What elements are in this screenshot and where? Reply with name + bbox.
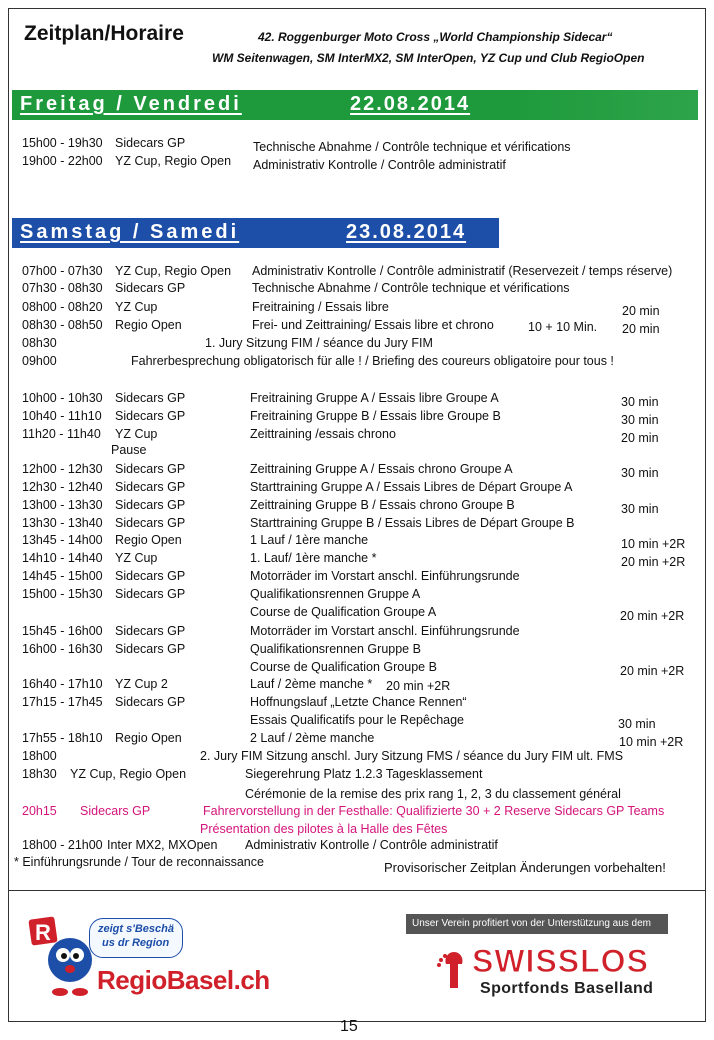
saturday-row-time: 08h00 - 08h20	[22, 300, 103, 314]
saturday-row-duration: 30 min	[621, 502, 659, 516]
saturday-row-time: 18h00	[22, 749, 57, 763]
saturday-row-time: 10h00 - 10h30	[22, 391, 103, 405]
saturday-row-class: Sidecars GP	[115, 480, 186, 494]
event-title: 42. Roggenburger Moto Cross „World Championship Sidecar“	[258, 30, 613, 44]
saturday-row-desc: Qualifikationsrennen Gruppe A	[250, 587, 421, 601]
saturday-row-class: Sidecars GP	[115, 569, 186, 583]
saturday-row-class: YZ Cup, Regio Open	[70, 767, 187, 781]
saturday-row-desc: Course de Qualification Groupe A	[250, 605, 437, 619]
saturday-row-duration: 30 min	[621, 413, 659, 427]
regio-name: RegioBasel.ch	[97, 965, 270, 995]
saturday-row-desc: 1 Lauf / 1ère manche	[250, 533, 369, 547]
saturday-row-desc: Starttraining Gruppe A / Essais Libres de Départ Groupe A	[250, 480, 573, 494]
saturday-row-duration: 30 min	[618, 717, 656, 731]
saturday-row-duration: 30 min	[621, 466, 659, 480]
saturday-row-desc: Hoffnungslauf „Letzte Chance Rennen“	[250, 695, 467, 709]
saturday-row-time: 07h30 - 08h30	[22, 281, 103, 295]
saturday-row-class: YZ Cup	[115, 300, 158, 314]
saturday-row-desc: Freitraining / Essais libre	[252, 300, 389, 314]
saturday-row-time: 12h00 - 12h30	[22, 462, 103, 476]
saturday-row-time: 15h45 - 16h00	[22, 624, 103, 638]
friday-banner	[12, 90, 698, 120]
saturday-row-desc: Motorräder im Vorstart anschl. Einführungsrunde	[250, 624, 520, 638]
saturday-row-desc: Administrativ Kontrolle / Contrôle administratif (Reservezeit / temps réserve)	[252, 264, 673, 278]
swisslos-name: SWISSLOS	[472, 943, 649, 978]
saturday-row-extra: 20 min +2R	[386, 679, 451, 693]
saturday-row-desc: Frei- und Zeittraining/ Essais libre et chrono	[252, 318, 494, 332]
saturday-row-class: YZ Cup	[115, 427, 158, 441]
saturday-row-desc: Zeittraining Gruppe B / Essais chrono Groupe B	[250, 498, 515, 512]
friday-date: 22.08.2014	[350, 93, 471, 115]
saturday-row-time: 08h30	[22, 336, 57, 350]
friday-row-time: 15h00 - 19h30	[22, 136, 103, 150]
saturday-row-desc: Freitraining Gruppe A / Essais libre Groupe A	[250, 391, 499, 405]
saturday-label: Samstag / Samedi	[20, 221, 240, 243]
saturday-row-desc: Siegerehrung Platz 1.2.3 Tagesklassement	[245, 767, 483, 781]
saturday-row-desc: Starttraining Gruppe B / Essais Libres de Départ Groupe B	[250, 516, 575, 530]
saturday-row-class: Sidecars GP	[115, 391, 186, 405]
saturday-row-duration: 20 min	[622, 322, 660, 336]
saturday-row-time: 17h15 - 17h45	[22, 695, 103, 709]
saturday-row-time: 08h30 - 08h50	[22, 318, 103, 332]
saturday-row-extra: 10 + 10 Min.	[528, 320, 598, 334]
saturday-row-class: Sidecars GP	[115, 624, 186, 638]
saturday-row-desc: 2. Jury FIM Sitzung anschl. Jury Sitzung FMS / séance du Jury FIM ult. FMS	[200, 749, 624, 763]
saturday-row-class: Regio Open	[115, 318, 182, 332]
friday-row-desc: Technische Abnahme / Contrôle technique et vérifications	[253, 140, 571, 154]
saturday-row-desc: 1. Lauf/ 1ère manche *	[250, 551, 377, 565]
saturday-row-desc: Administrativ Kontrolle / Contrôle administratif	[245, 838, 498, 852]
saturday-row-class: Sidecars GP	[80, 804, 151, 818]
saturday-row-desc: Qualifikationsrennen Gruppe B	[250, 642, 421, 656]
saturday-row-time: 12h30 - 12h40	[22, 480, 103, 494]
regio-bubble-line2: us dr Region	[102, 937, 170, 949]
saturday-row-time: 14h10 - 14h40	[22, 551, 103, 565]
regio-bubble-line1: zeigt s'Beschä	[98, 923, 174, 935]
divider	[8, 890, 706, 891]
friday-row-desc: Administrativ Kontrolle / Contrôle administratif	[253, 158, 506, 172]
saturday-row-time: 11h20 - 11h40	[22, 427, 101, 441]
saturday-row-desc: 1. Jury Sitzung FIM / séance du Jury FIM	[205, 336, 433, 350]
saturday-row-desc: Essais Qualificatifs pour le Repêchage	[250, 713, 465, 727]
saturday-row-class: Regio Open	[115, 533, 182, 547]
friday-row-class: Sidecars GP	[115, 136, 186, 150]
saturday-row-duration: 20 min	[622, 304, 660, 318]
regio-badge-letter: R	[35, 920, 51, 945]
saturday-row-class: YZ Cup 2	[115, 677, 168, 691]
friday-label: Freitag / Vendredi	[20, 93, 242, 115]
friday-row-class: YZ Cup, Regio Open	[115, 154, 232, 168]
saturday-row-duration: 20 min	[621, 431, 659, 445]
saturday-row-class: Sidecars GP	[115, 642, 186, 656]
saturday-row-class: Sidecars GP	[115, 498, 186, 512]
saturday-row-class: Regio Open	[115, 731, 182, 745]
event-classes: WM Seitenwagen, SM InterMX2, SM InterOpen, YZ Cup und Club RegioOpen	[212, 51, 645, 65]
saturday-row-desc: Zeittraining /essais chrono	[250, 427, 396, 441]
footnote: * Einführungsrunde / Tour de reconnaissance	[14, 855, 264, 869]
saturday-row-class: Sidecars GP	[115, 409, 186, 423]
saturday-row-time: 10h40 - 11h10	[22, 409, 102, 423]
friday-row-time: 19h00 - 22h00	[22, 154, 103, 168]
saturday-row-class: YZ Cup	[115, 551, 158, 565]
saturday-row-duration: 10 min +2R	[619, 735, 684, 749]
saturday-row-desc: Zeittraining Gruppe A / Essais chrono Groupe A	[250, 462, 513, 476]
saturday-row-time: 16h40 - 17h10	[22, 677, 103, 691]
saturday-row-desc: Technische Abnahme / Contrôle technique et vérifications	[252, 281, 570, 295]
saturday-row-time: 07h00 - 07h30	[22, 264, 103, 278]
saturday-row-desc: 2 Lauf / 2ème manche	[250, 731, 375, 745]
saturday-row-desc: Motorräder im Vorstart anschl. Einführungsrunde	[250, 569, 520, 583]
saturday-row-time: 09h00	[22, 354, 57, 368]
saturday-row-class: Pause	[111, 443, 147, 457]
schedule-notice: Provisorischer Zeitplan Änderungen vorbehalten!	[384, 860, 666, 875]
saturday-row-duration: 20 min +2R	[620, 664, 685, 678]
saturday-row-class: Sidecars GP	[115, 281, 186, 295]
saturday-row-time: 15h00 - 15h30	[22, 587, 103, 601]
swisslos-subtitle: Sportfonds Baselland	[480, 980, 654, 997]
baselland-staff-icon	[436, 950, 472, 990]
saturday-row-duration: 10 min +2R	[621, 537, 686, 551]
saturday-row-duration: 30 min	[621, 395, 659, 409]
saturday-row-duration: 20 min +2R	[620, 609, 685, 623]
saturday-row-desc: Lauf / 2ème manche *	[250, 677, 373, 691]
saturday-row-class: Sidecars GP	[115, 695, 186, 709]
page-number: 15	[340, 1018, 358, 1035]
page-title: Zeitplan/Horaire	[24, 22, 184, 45]
saturday-row-time: 13h30 - 13h40	[22, 516, 103, 530]
saturday-row-class: Sidecars GP	[115, 516, 186, 530]
swisslos-logo	[470, 940, 656, 978]
saturday-row-class: Inter MX2, MXOpen	[107, 838, 218, 852]
saturday-row-time: 18h30	[22, 767, 57, 781]
saturday-row-time: 20h15	[22, 804, 57, 818]
saturday-row-desc: Cérémonie de la remise des prix rang 1, 2, 3 du classement général	[245, 787, 621, 801]
saturday-row-time: 14h45 - 15h00	[22, 569, 103, 583]
saturday-row-desc: Fahrerbesprechung obligatorisch für alle ! / Briefing des coureurs obligatoire pour tous !	[131, 354, 614, 368]
saturday-row-desc: Présentation des pilotes à la Halle des Fêtes	[200, 822, 448, 836]
saturday-row-class: Sidecars GP	[115, 587, 186, 601]
saturday-row-desc: Freitraining Gruppe B / Essais libre Groupe B	[250, 409, 501, 423]
saturday-row-duration: 20 min +2R	[621, 555, 686, 569]
saturday-row-desc: Fahrervorstellung in der Festhalle: Qualifizierte 30 + 2 Reserve Sidecars GP Teams	[203, 804, 665, 818]
saturday-row-time: 18h00 - 21h00	[22, 838, 103, 852]
swisslos-header-text: Unser Verein profitiert von der Unterstützung aus dem	[412, 918, 652, 929]
saturday-row-time: 16h00 - 16h30	[22, 642, 103, 656]
saturday-date: 23.08.2014	[346, 221, 467, 243]
saturday-row-class: YZ Cup, Regio Open	[115, 264, 232, 278]
saturday-banner	[12, 218, 499, 248]
saturday-row-time: 13h00 - 13h30	[22, 498, 103, 512]
saturday-row-desc: Course de Qualification Groupe B	[250, 660, 437, 674]
saturday-row-class: Sidecars GP	[115, 462, 186, 476]
saturday-row-time: 17h55 - 18h10	[22, 731, 103, 745]
saturday-row-time: 13h45 - 14h00	[22, 533, 103, 547]
